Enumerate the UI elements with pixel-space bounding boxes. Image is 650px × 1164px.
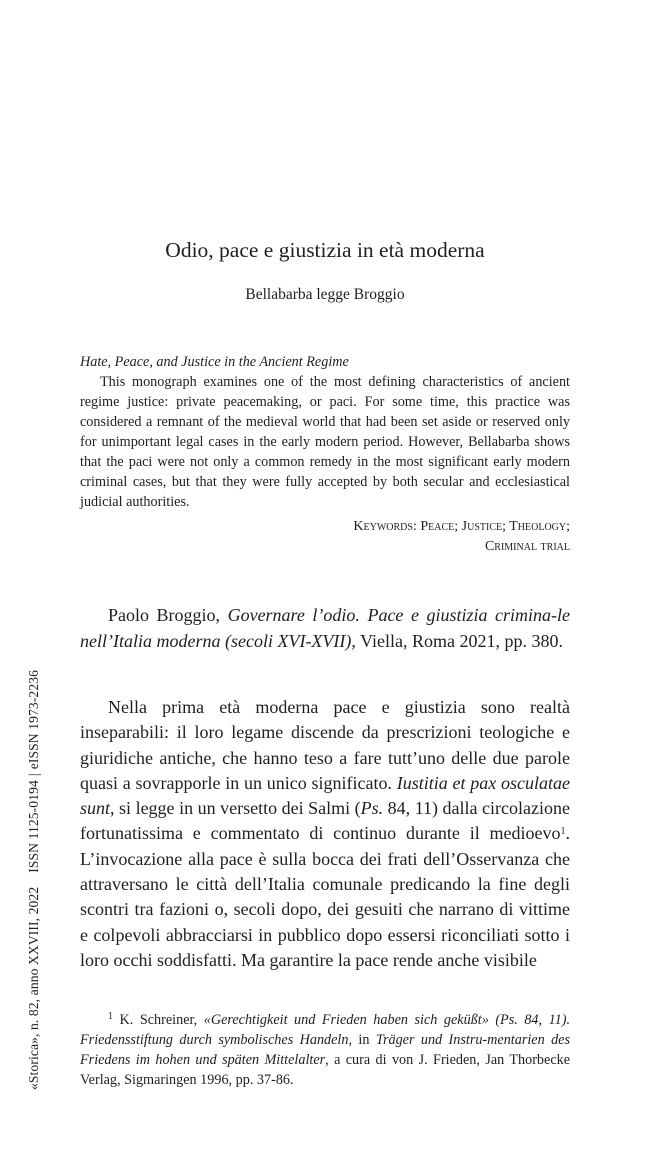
footnote-reference[interactable]: 1 [560, 826, 566, 838]
footnote-author: K. Schreiner, [113, 1012, 204, 1028]
reviewed-book-reference [80, 602, 570, 654]
footnote-number: 1 [108, 1011, 113, 1022]
review-book-title: Governare l’odio. Pace e giustizia crimina-le nell’Italia moderna (secoli XVI-XVII) [80, 605, 570, 651]
article-title: Odio, pace e giustizia in età moderna [165, 238, 485, 262]
issn: ISSN 1125-0194 [26, 780, 41, 873]
footnote [80, 1010, 570, 1090]
article-subtitle: Bellabarba legge Broggio [245, 286, 405, 303]
main-text-3: 84, 11) dalla circolazione fortunatissima e commentato di continuo durante il medioevo [80, 798, 570, 844]
keywords [80, 517, 570, 557]
footnote-title-2: Träger und Instru-mentarien des Friedens im hohen und späten Mittelalter [80, 1032, 570, 1068]
abstract-body: This monograph examines one of the most defining characteristics of ancient regime justice: private peacemaking, or paci. For some time, this practice was considered a remnant of the medieval world that had been set aside or reserved only for unimportant legal cases in the early modern period. However, Bellabarba shows that the paci were not only a common remedy in the most significant early modern criminal cases, but that they were fully accepted by both secular and ecclesiastical judicial authorities. [80, 374, 570, 510]
keywords-line-2: Criminal trial [484, 539, 570, 554]
footnote-in: , in [348, 1032, 376, 1048]
journal-sidebar [26, 670, 42, 1090]
review-author: Paolo Broggio, [108, 605, 221, 625]
footnote-rest: , a cura di von J. Frieden, Jan Thorbecke Verlag, Sigmaringen 1996, pp. 37-86. [80, 1052, 571, 1088]
review-publisher: , Viella, Roma 2021, pp. 380. [351, 631, 563, 651]
issn-separator: | [26, 773, 41, 777]
main-ps-abbr: Ps. [360, 798, 384, 819]
abstract-heading: Hate, Peace, and Justice in the Ancient Regime [80, 354, 349, 370]
keywords-label: Keywords: [353, 519, 417, 534]
journal-citation: «Storica», n. 82, anno XXVIII, 2022 [26, 886, 41, 1090]
main-paragraph [80, 695, 570, 973]
abstract [80, 352, 570, 512]
eissn: eISSN 1973-2236 [26, 669, 41, 770]
main-text-4: . L’invocazione alla pace è sulla bocca dei frati dell’Osservanza che attraversano le città dell’Italia comunale predicando la fine degli scontri tra fazioni o, secoli dopo, dei gesuiti che narrano di vittime e colpevoli abbracciarsi in pubblico dopo essersi riconciliati sotto i loro occhi soddisfatti. Ma garantire la pace rende anche visibile [80, 823, 570, 970]
keywords-list-1: Peace; Justice; Theology; [420, 519, 570, 534]
main-latin-quote: Iustitia et pax osculatae sunt [80, 772, 570, 819]
footnote-title-1: «Gerechtigkeit und Frieden haben sich geküßt» (Ps. 84, 11). Friedensstiftung durch symbolisches Handeln [80, 1012, 570, 1048]
keywords-line-1 [80, 517, 570, 537]
main-text-2: , si legge in un versetto dei Salmi ( [110, 798, 361, 819]
main-text-1: Nella prima età moderna pace e giustizia sono realtà inseparabili: il loro legame discende da prescrizioni teologiche e giuridiche antiche, che hanno teso a fare tutt’uno delle due parole quasi a sovrapporle in un unico significato. [80, 697, 570, 793]
